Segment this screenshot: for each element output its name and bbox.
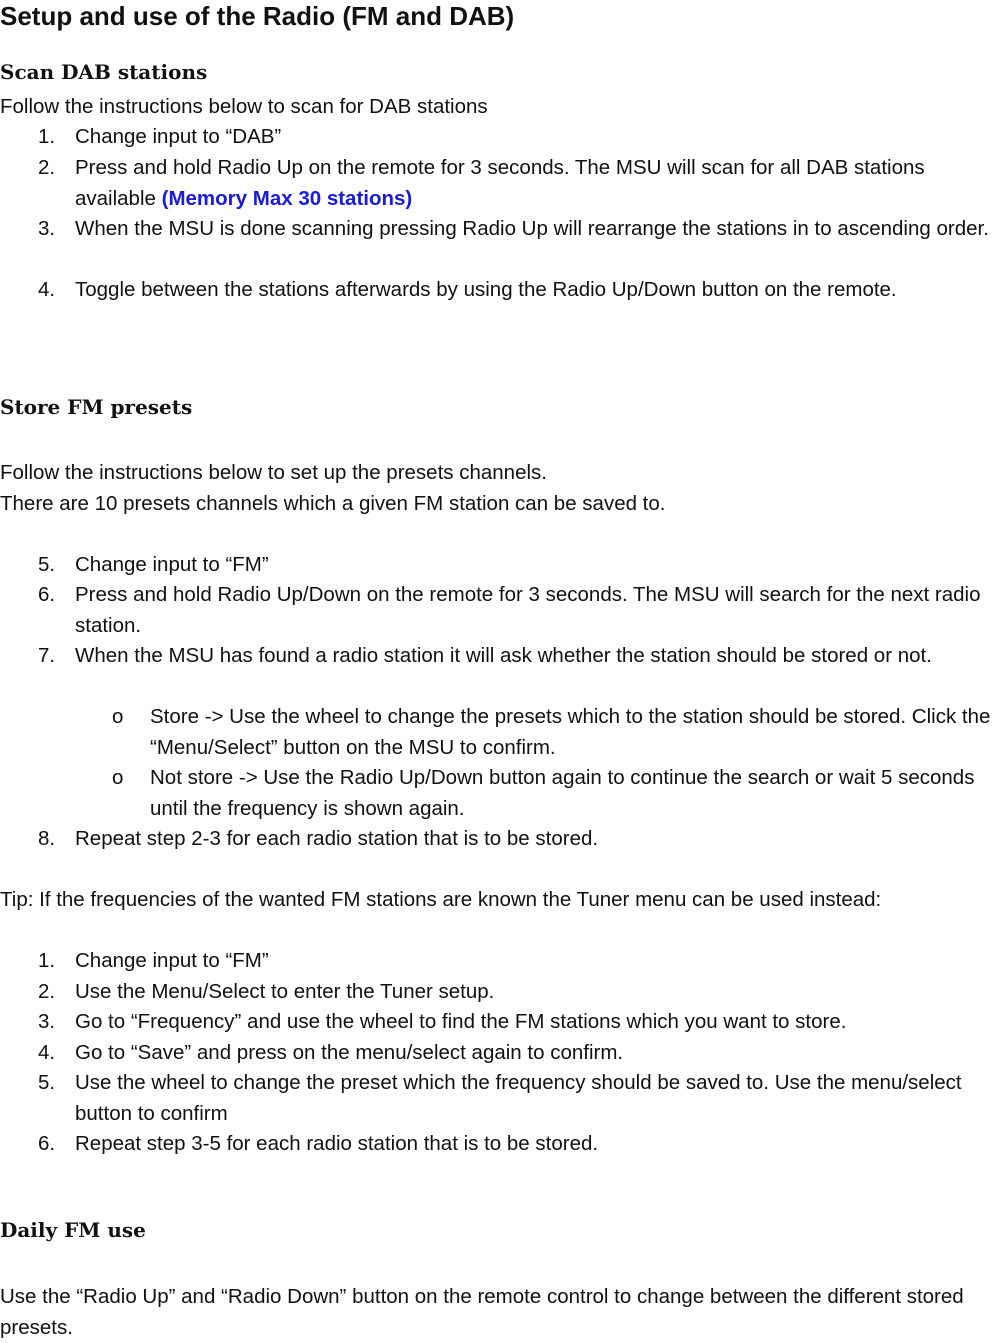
fm-intro-1: Follow the instructions below to set up the presets channels. [0, 461, 547, 484]
dab-intro: Follow the instructions below to scan for DAB stations [0, 95, 488, 118]
list-text: Change input to “FM” [75, 949, 269, 972]
list-text: Change input to “FM” [75, 553, 269, 576]
list-text-main: Press and hold Radio Up on the remote for 3 seconds. The MSU will scan for all DAB stations available [75, 156, 925, 210]
daily-text: Use the “Radio Up” and “Radio Down” button on the remote control to change between the different stored presets. [0, 1285, 964, 1339]
section-heading-scan-dab: Scan DAB stations [0, 60, 208, 84]
list-number: 6. [38, 583, 56, 606]
sub-bullet: o [112, 705, 124, 728]
sub-list-text: Not store -> Use the Radio Up/Down button again to continue the search or wait 5 seconds until the frequency is shown again. [150, 766, 975, 820]
page-title: Setup and use of the Radio (FM and DAB) [0, 1, 515, 31]
list-text [75, 153, 997, 214]
list-number: 4. [38, 1041, 56, 1064]
list-text: Change input to “DAB” [75, 125, 282, 148]
list-number: 3. [38, 1010, 56, 1033]
list-number: 1. [38, 949, 56, 972]
sub-bullet: o [112, 766, 124, 789]
list-number: 8. [38, 827, 56, 850]
list-text: Go to “Save” and press on the menu/select again to confirm. [75, 1041, 624, 1064]
section-heading-store-fm-presets: Store FM presets [0, 395, 193, 419]
list-text: Toggle between the stations afterwards by using the Radio Up/Down button on the remote. [75, 278, 897, 301]
memory-max-note: (Memory Max 30 stations) [161, 186, 413, 210]
list-text: Use the Menu/Select to enter the Tuner setup. [75, 980, 495, 1003]
list-number: 7. [38, 644, 56, 667]
list-text: Repeat step 2-3 for each radio station that is to be stored. [75, 827, 599, 850]
list-text: Press and hold Radio Up/Down on the remote for 3 seconds. The MSU will search for the next radio station. [75, 583, 981, 637]
list-text: When the MSU is done scanning pressing Radio Up will rearrange the stations in to ascending order. [75, 217, 989, 240]
fm-intro-2: There are 10 presets channels which a given FM station can be saved to. [0, 492, 666, 515]
list-number: 6. [38, 1132, 56, 1155]
list-text: Repeat step 3-5 for each radio station that is to be stored. [75, 1132, 599, 1155]
list-number: 1. [38, 125, 56, 148]
list-number: 5. [38, 553, 56, 576]
list-number: 4. [38, 278, 56, 301]
section-heading-daily-fm-use: Daily FM use [0, 1218, 146, 1242]
list-number: 2. [38, 980, 56, 1003]
list-text: Go to “Frequency” and use the wheel to find the FM stations which you want to store. [75, 1010, 847, 1033]
list-number: 5. [38, 1071, 56, 1094]
list-text: Use the wheel to change the preset which the frequency should be saved to. Use the menu/select button to confirm [75, 1071, 962, 1125]
list-number: 2. [38, 156, 56, 179]
sub-list-text: Store -> Use the wheel to change the presets which to the station should be stored. Click the “Menu/Select” button on the MSU to confirm. [150, 705, 991, 759]
list-text: When the MSU has found a radio station it will ask whether the station should be stored or not. [75, 644, 932, 667]
tip-text: Tip: If the frequencies of the wanted FM stations are known the Tuner menu can be used instead: [0, 888, 882, 911]
list-number: 3. [38, 217, 56, 240]
